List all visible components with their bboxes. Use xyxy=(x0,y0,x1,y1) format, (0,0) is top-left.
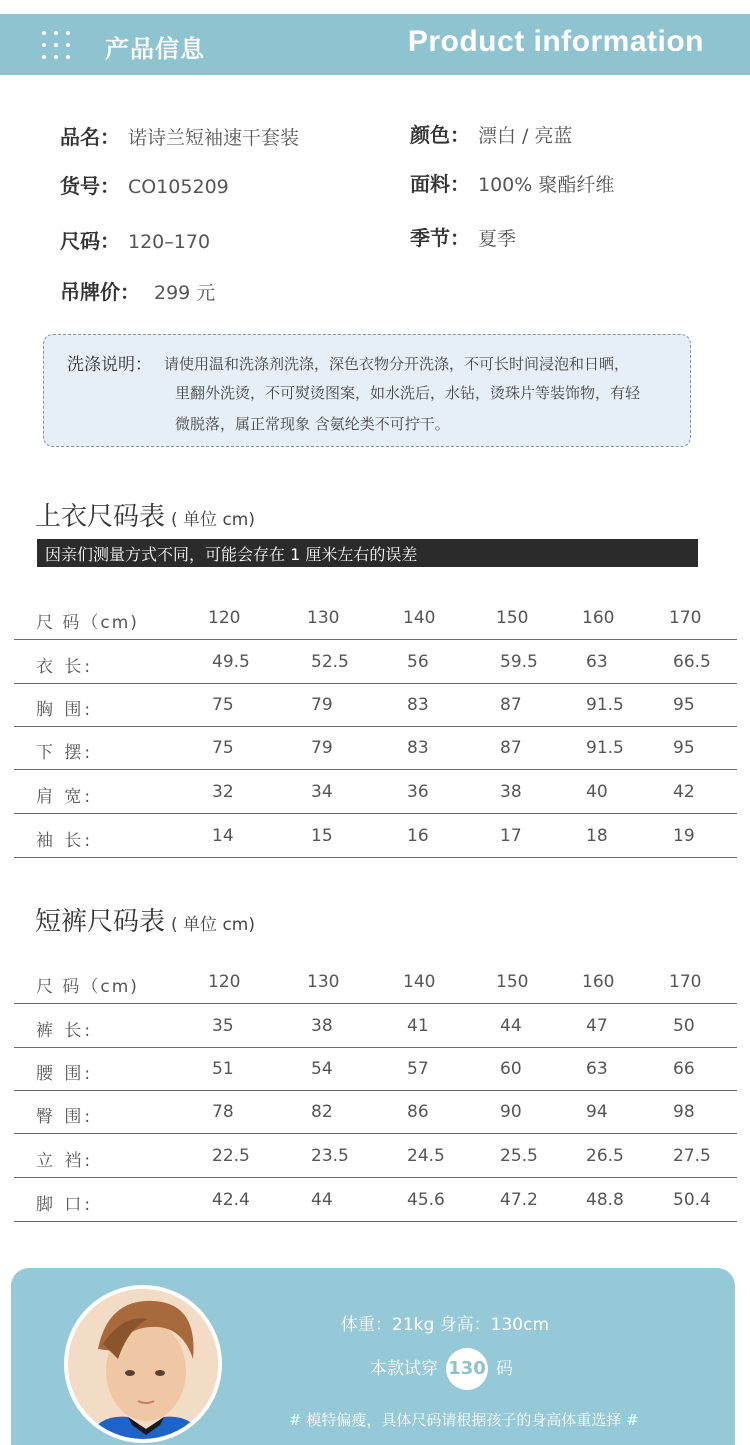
table-header-row xyxy=(14,596,737,640)
info-label: 吊牌价： xyxy=(60,280,140,304)
table-cell: 57 xyxy=(407,1059,429,1079)
table-cell: 44 xyxy=(500,1016,522,1036)
table-row-label: 立 裆: xyxy=(36,1151,94,1171)
table-cell: 95 xyxy=(673,695,695,715)
table-cell: 18 xyxy=(586,826,608,846)
table-size-header: 150 xyxy=(496,972,529,992)
table-cell: 94 xyxy=(586,1102,608,1122)
table-cell: 41 xyxy=(407,1016,429,1036)
table-row-divider xyxy=(14,1221,737,1222)
info-name xyxy=(60,121,299,150)
table-size-header: 140 xyxy=(403,608,436,628)
info-value: CO105209 xyxy=(128,176,229,198)
table-cell: 27.5 xyxy=(673,1146,711,1166)
measurement-notice: 因亲们测量方式不同，可能会存在 1 厘米左右的误差 xyxy=(37,539,698,567)
table-cell: 44 xyxy=(311,1190,333,1210)
table-cell: 42.4 xyxy=(212,1190,250,1210)
info-label: 货号： xyxy=(60,174,120,198)
table-cell: 17 xyxy=(500,826,522,846)
wash-line-1: 请使用温和洗涤剂洗涤，深色衣物分开洗涤，不可长时间浸泡和日晒， xyxy=(164,355,630,373)
top-table-title-text: 上衣尺码表 xyxy=(35,502,166,532)
info-label: 颜色： xyxy=(410,123,470,147)
model-size-badge: 130 xyxy=(446,1348,488,1390)
info-value: 100% 聚酯纤维 xyxy=(478,174,615,196)
model-fit xyxy=(370,1348,513,1390)
table-row-label: 衣 长: xyxy=(36,657,94,677)
table-size-header: 160 xyxy=(582,972,615,992)
shorts-table-title-text: 短裤尺码表 xyxy=(35,907,166,937)
info-size xyxy=(60,225,210,254)
table-row xyxy=(14,726,737,770)
table-cell: 66.5 xyxy=(673,652,711,672)
table-row-label: 裤 长: xyxy=(36,1021,94,1041)
table-size-header: 150 xyxy=(496,608,529,628)
table-cell: 83 xyxy=(407,695,429,715)
table-cell: 34 xyxy=(311,782,333,802)
table-cell: 38 xyxy=(311,1016,333,1036)
table-size-header: 130 xyxy=(307,972,340,992)
table-row-label: 下 摆: xyxy=(36,743,94,763)
table-cell: 98 xyxy=(673,1102,695,1122)
table-cell: 54 xyxy=(311,1059,333,1079)
info-fabric xyxy=(410,168,614,197)
table-size-header: 130 xyxy=(307,608,340,628)
table-cell: 87 xyxy=(500,695,522,715)
table-cell: 91.5 xyxy=(586,695,624,715)
table-cell: 42 xyxy=(673,782,695,802)
info-label: 面料： xyxy=(410,172,470,196)
table-header-label: 尺 码（cm) xyxy=(36,977,139,997)
info-value: 夏季 xyxy=(478,228,517,250)
table-cell: 16 xyxy=(407,826,429,846)
table-cell: 23.5 xyxy=(311,1146,349,1166)
table-cell: 47 xyxy=(586,1016,608,1036)
table-row xyxy=(14,1004,737,1048)
table-cell: 91.5 xyxy=(586,738,624,758)
info-label: 尺码： xyxy=(60,229,120,253)
info-label: 品名： xyxy=(60,125,120,149)
table-cell: 75 xyxy=(212,695,234,715)
model-card xyxy=(11,1268,735,1445)
table-row-label: 胸 围: xyxy=(36,700,94,720)
info-price xyxy=(60,276,215,305)
table-cell: 19 xyxy=(673,826,695,846)
table-cell: 59.5 xyxy=(500,652,538,672)
model-fit-prefix: 本款试穿 xyxy=(370,1359,438,1379)
info-label: 季节： xyxy=(410,226,470,250)
info-value: 299 元 xyxy=(154,282,216,304)
table-cell: 86 xyxy=(407,1102,429,1122)
table-cell: 15 xyxy=(311,826,333,846)
table-size-header: 140 xyxy=(403,972,436,992)
wash-instructions-box xyxy=(43,334,691,447)
table-cell: 24.5 xyxy=(407,1146,445,1166)
info-color xyxy=(410,119,572,148)
table-row xyxy=(14,1178,737,1222)
table-row xyxy=(14,814,737,858)
table-cell: 83 xyxy=(407,738,429,758)
table-cell: 78 xyxy=(212,1102,234,1122)
top-table-unit: ( 单位 cm) xyxy=(171,510,255,530)
table-row-label: 肩 宽: xyxy=(36,787,94,807)
table-cell: 48.8 xyxy=(586,1190,624,1210)
grid-dots-icon xyxy=(42,31,74,59)
info-value: 漂白 / 亮蓝 xyxy=(478,125,573,147)
table-cell: 36 xyxy=(407,782,429,802)
table-cell: 49.5 xyxy=(212,652,250,672)
table-cell: 38 xyxy=(500,782,522,802)
header-banner xyxy=(0,14,750,75)
table-size-header: 160 xyxy=(582,608,615,628)
table-row xyxy=(14,683,737,727)
table-cell: 66 xyxy=(673,1059,695,1079)
table-cell: 87 xyxy=(500,738,522,758)
table-row xyxy=(14,640,737,684)
header-title-cn: 产品信息 xyxy=(105,35,205,63)
table-cell: 90 xyxy=(500,1102,522,1122)
info-value: 诺诗兰短袖速干套装 xyxy=(128,127,300,149)
table-cell: 75 xyxy=(212,738,234,758)
table-row-divider xyxy=(14,857,737,858)
table-cell: 32 xyxy=(212,782,234,802)
table-cell: 82 xyxy=(311,1102,333,1122)
info-sku xyxy=(60,170,229,199)
table-row-label: 脚 口: xyxy=(36,1195,94,1215)
table-size-header: 170 xyxy=(669,608,702,628)
shorts-table-title xyxy=(35,901,255,938)
info-season xyxy=(410,222,516,251)
table-size-header: 120 xyxy=(208,608,241,628)
table-cell: 26.5 xyxy=(586,1146,624,1166)
model-stats: 体重：21kg 身高：130cm xyxy=(341,1315,550,1335)
model-avatar xyxy=(64,1285,222,1443)
table-row-label: 臀 围: xyxy=(36,1107,94,1127)
wash-line-3: 微脱落，属正常现象 含氨纶类不可拧干。 xyxy=(175,415,450,433)
table-row xyxy=(14,770,737,814)
table-cell: 63 xyxy=(586,652,608,672)
info-value: 120–170 xyxy=(128,231,211,253)
table-cell: 79 xyxy=(311,738,333,758)
wash-label: 洗涤说明： xyxy=(67,355,152,375)
table-cell: 79 xyxy=(311,695,333,715)
table-row-label: 腰 围: xyxy=(36,1064,94,1084)
wash-line-2: 里翻外洗烫，不可熨烫图案，如水洗后，水钻，烫珠片等装饰物，有轻 xyxy=(175,384,641,402)
table-cell: 22.5 xyxy=(212,1146,250,1166)
top-table-title xyxy=(35,496,255,533)
model-fit-suffix: 码 xyxy=(496,1359,513,1379)
table-size-header: 120 xyxy=(208,972,241,992)
table-cell: 95 xyxy=(673,738,695,758)
table-cell: 40 xyxy=(586,782,608,802)
table-cell: 56 xyxy=(407,652,429,672)
table-header-label: 尺 码（cm) xyxy=(36,613,139,633)
table-row xyxy=(14,1090,737,1134)
table-cell: 45.6 xyxy=(407,1190,445,1210)
table-cell: 50 xyxy=(673,1016,695,1036)
table-size-header: 170 xyxy=(669,972,702,992)
table-cell: 14 xyxy=(212,826,234,846)
table-cell: 63 xyxy=(586,1059,608,1079)
table-row xyxy=(14,1134,737,1178)
table-cell: 25.5 xyxy=(500,1146,538,1166)
table-row-label: 袖 长: xyxy=(36,831,94,851)
table-cell: 52.5 xyxy=(311,652,349,672)
table-row xyxy=(14,1047,737,1091)
table-cell: 60 xyxy=(500,1059,522,1079)
shorts-table-unit: ( 单位 cm) xyxy=(171,915,255,935)
header-title-en: Product information xyxy=(407,25,704,58)
model-note: # 模特偏瘦，具体尺码请根据孩子的身高体重选择 # xyxy=(289,1411,639,1429)
table-header-row xyxy=(14,960,737,1004)
table-cell: 35 xyxy=(212,1016,234,1036)
table-cell: 51 xyxy=(212,1059,234,1079)
table-cell: 47.2 xyxy=(500,1190,538,1210)
table-cell: 50.4 xyxy=(673,1190,711,1210)
